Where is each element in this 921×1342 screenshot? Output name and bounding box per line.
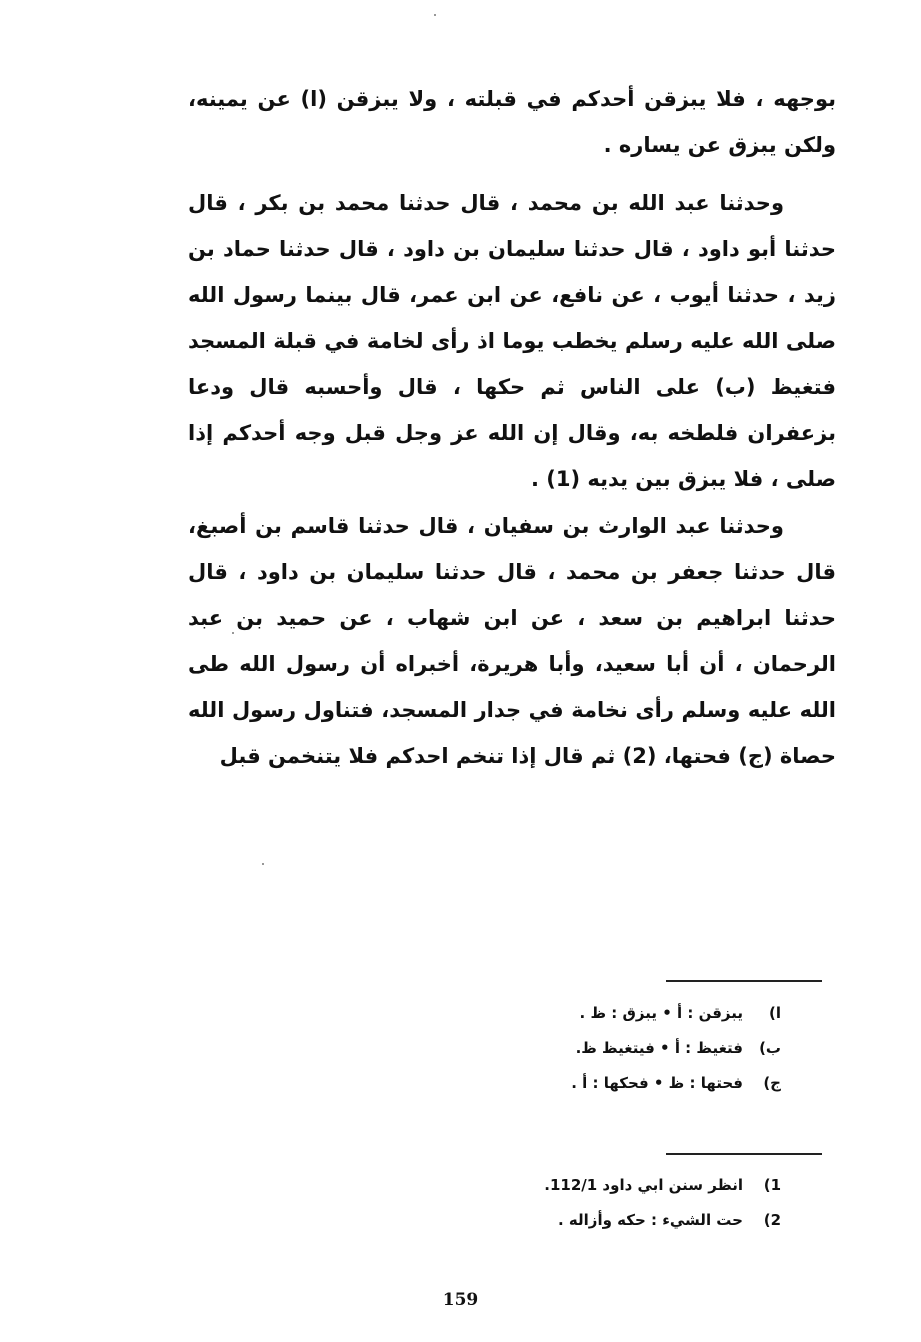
footnote-marker: ج) xyxy=(763,1074,781,1092)
page-number: 159 xyxy=(442,1290,479,1310)
footnote-text: فتغيظ : أ • فيتغيظ ظ. xyxy=(575,1039,743,1057)
footnote-text: حت الشيء : حكه وأزاله . xyxy=(558,1211,743,1229)
variant-footnotes xyxy=(361,996,781,1101)
footnote-marker: ب) xyxy=(759,1039,781,1057)
paragraph-hadith-abu-said: وحدثنا عبد الوارث بن سفيان ، قال حدثنا قاسم بن أصبغ، قال حدثنا جعفر بن محمد ، قال حدثنا سليمان بن داود ، قال حدثنا ابراهيم بن سعد ، عن ابن شهاب ، عن حميد بن عبد الرحمان ، أن أبا سعيد، وأبا هريرة، أخبراه أن رسول الله طى الله عليه وسلم رأى نخامة في جدار المسجد، فتناول رسول الله حصاة (ج) فحتها، (2) ثم قال إذا تنخم احدكم فلا يتنخمن قبل xyxy=(188,514,836,768)
source-footnotes xyxy=(361,1168,781,1238)
scan-speck xyxy=(232,632,234,634)
footnote-marker: 1) xyxy=(763,1176,781,1194)
paragraph-hadith-ibn-umar: وحدثنا عبد الله بن محمد ، قال حدثنا محمد بن بكر ، قال حدثنا أبو داود ، قال حدثنا سليمان بن داود ، قال حدثنا حماد بن زيد ، حدثنا أيوب ، عن نافع، عن ابن عمر، قال بينما رسول الله صلى الله عليه رسلم يخطب يوما اذ رأى لخامة في قبلة المسجد فتغيظ (ب) على الناس ثم حكها ، قال وأحسبه قال ودعا بزعفران فلطخه به، وقال إن الله عز وجل قبل وجه أحدكم إذا صلى ، فلا يبزق بين يديه (1) . xyxy=(188,191,836,491)
footnote-text: يبزقن : أ • يبزق : ظ . xyxy=(579,1004,743,1022)
variant-footnote xyxy=(361,1031,781,1066)
variant-footnote xyxy=(361,996,781,1031)
footnote-divider-variants xyxy=(666,980,822,982)
footnote-marker: ا) xyxy=(769,1004,781,1022)
variant-footnote xyxy=(361,1066,781,1101)
footnote-text: انظر سنن ابي داود 112/1. xyxy=(544,1176,743,1194)
scan-speck xyxy=(434,14,436,16)
footnote-marker: 2) xyxy=(763,1211,781,1229)
paragraph-continuation: بوجهه ، فلا يبزقن أحدكم في قبلته ، ولا يبزقن (ا) عن يمينه، ولكن يبزق عن يساره . xyxy=(188,87,836,157)
footnote-divider-sources xyxy=(666,1153,822,1155)
source-footnote xyxy=(361,1168,781,1203)
source-footnote xyxy=(361,1203,781,1238)
scan-speck xyxy=(262,863,264,865)
footnote-text: فحتها : ظ • فحكها : أ . xyxy=(571,1074,743,1092)
